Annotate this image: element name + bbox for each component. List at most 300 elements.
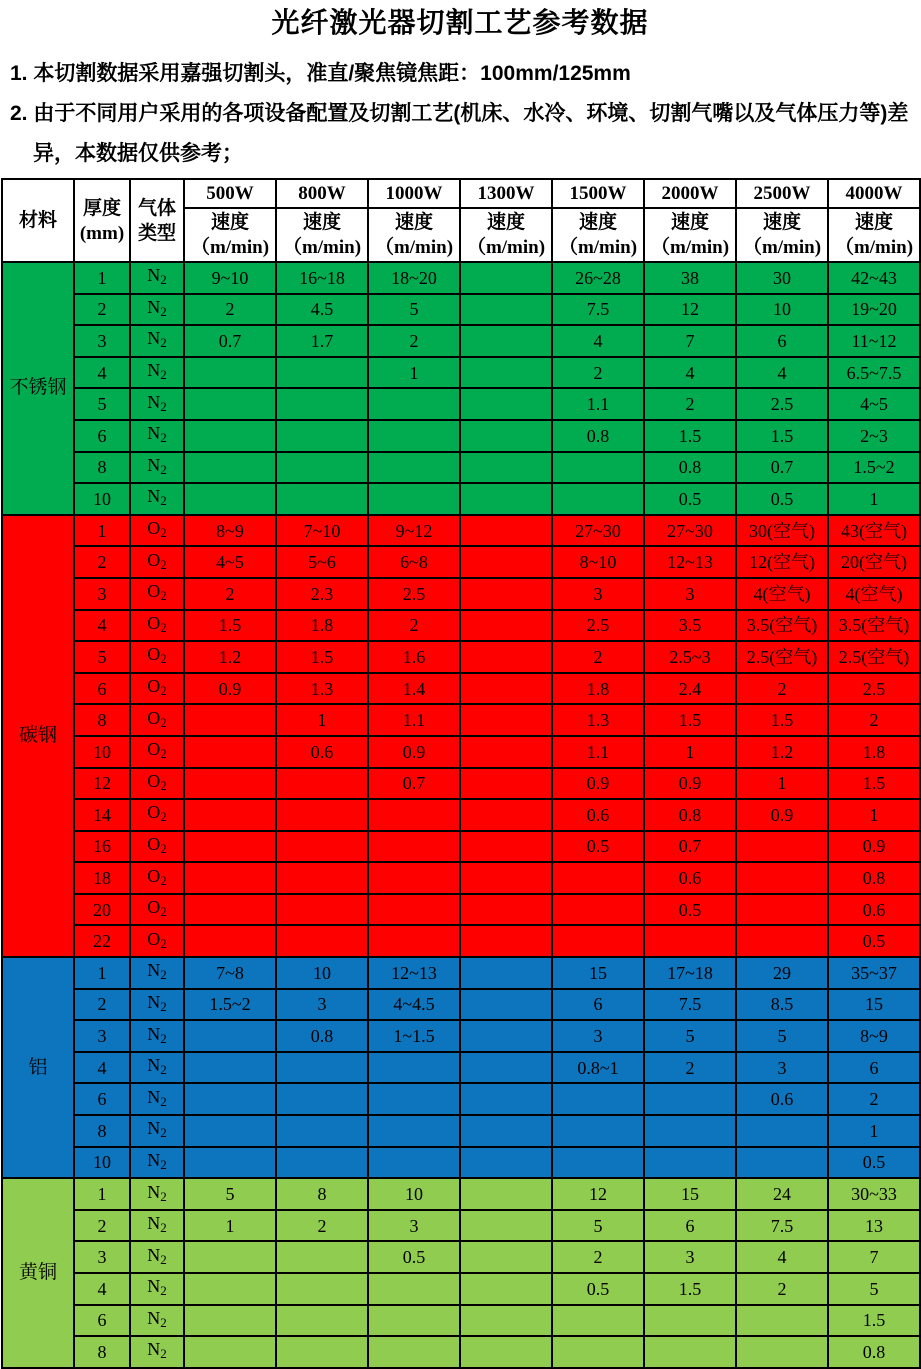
col-header-material: 材料 (2, 179, 74, 262)
speed-cell: 1.2 (184, 641, 276, 673)
gas-subscript: 2 (160, 746, 167, 762)
gas-base: O (147, 549, 161, 570)
speed-cell: 5 (644, 1020, 736, 1052)
speed-cell: 24 (736, 1178, 828, 1210)
table-row (2, 483, 920, 515)
speed-label: 速度 (394, 212, 433, 233)
speed-header-4000W (828, 208, 920, 262)
speed-cell (368, 1052, 460, 1084)
col-header-thickness (74, 179, 130, 262)
thickness-cell: 6 (74, 673, 130, 705)
speed-cell (184, 452, 276, 484)
gas-cell (130, 1178, 184, 1210)
thickness-cell: 10 (74, 1147, 130, 1179)
speed-cell: 13 (828, 1210, 920, 1242)
material-cell: 碳钢 (2, 515, 74, 957)
thickness-cell: 2 (74, 1210, 130, 1242)
speed-cell: 2.3 (276, 578, 368, 610)
gas-cell (130, 989, 184, 1021)
speed-cell (184, 768, 276, 800)
speed-cell: 12~13 (644, 546, 736, 578)
speed-cell: 8~10 (552, 546, 644, 578)
gas-base: O (147, 518, 161, 539)
speed-cell: 1 (736, 768, 828, 800)
speed-cell (276, 483, 368, 515)
gas-subscript: 2 (160, 904, 167, 920)
table-row (2, 704, 920, 736)
speed-cell (460, 831, 552, 863)
table-row (2, 610, 920, 642)
speed-cell: 2 (276, 1210, 368, 1242)
speed-cell (184, 420, 276, 452)
speed-cell: 6~8 (368, 546, 460, 578)
speed-cell: 11~12 (828, 325, 920, 357)
gas-subscript: 2 (160, 335, 167, 351)
speed-cell: 0.5 (828, 1147, 920, 1179)
thickness-cell: 2 (74, 294, 130, 326)
speed-cell (460, 1020, 552, 1052)
table-row (2, 1305, 920, 1337)
gas-base: N (147, 423, 161, 444)
gas-label-line1: 气体 (137, 197, 176, 219)
table-row (2, 1052, 920, 1084)
speed-cell (276, 862, 368, 894)
table-row (2, 1336, 920, 1368)
table-row (2, 831, 920, 863)
speed-cell: 1 (276, 704, 368, 736)
table-row (2, 925, 920, 957)
speed-cell: 27~30 (644, 515, 736, 547)
speed-cell: 5 (368, 294, 460, 326)
speed-cell (368, 1305, 460, 1337)
speed-cell (736, 862, 828, 894)
speed-cell (460, 1083, 552, 1115)
speed-cell: 12~13 (368, 957, 460, 989)
speed-cell (368, 388, 460, 420)
gas-subscript: 2 (160, 1283, 167, 1299)
table-row (2, 894, 920, 926)
speed-cell: 26~28 (552, 262, 644, 294)
speed-cell: 4(空气) (828, 578, 920, 610)
speed-cell (368, 831, 460, 863)
gas-subscript: 2 (160, 1251, 167, 1267)
speed-cell: 1 (828, 483, 920, 515)
speed-unit: （m/min) (190, 237, 270, 258)
speed-cell: 4 (736, 1241, 828, 1273)
speed-cell (460, 546, 552, 578)
speed-cell: 10 (368, 1178, 460, 1210)
speed-cell: 27~30 (552, 515, 644, 547)
gas-subscript: 2 (160, 430, 167, 446)
speed-cell: 0.6 (736, 1083, 828, 1115)
gas-subscript: 2 (160, 367, 167, 383)
speed-cell (552, 925, 644, 957)
gas-base: N (147, 296, 161, 317)
gas-cell (130, 957, 184, 989)
speed-cell (552, 1115, 644, 1147)
speed-header-2500W (736, 208, 828, 262)
speed-cell: 1.1 (368, 704, 460, 736)
speed-cell: 2.5(空气) (736, 641, 828, 673)
gas-base: N (147, 391, 161, 412)
speed-cell: 3.5 (644, 610, 736, 642)
speed-cell: 29 (736, 957, 828, 989)
thickness-cell: 1 (74, 1178, 130, 1210)
thickness-cell: 10 (74, 483, 130, 515)
speed-cell: 0.9 (736, 799, 828, 831)
speed-cell (368, 1147, 460, 1179)
thickness-cell: 4 (74, 357, 130, 389)
gas-subscript: 2 (160, 556, 167, 572)
power-header-1500W: 1500W (552, 179, 644, 208)
table-header (2, 179, 920, 262)
gas-subscript: 2 (160, 840, 167, 856)
speed-cell (460, 578, 552, 610)
speed-cell: 4 (736, 357, 828, 389)
speed-cell: 1 (184, 1210, 276, 1242)
speed-cell: 5 (552, 1210, 644, 1242)
gas-subscript: 2 (160, 683, 167, 699)
speed-label: 速度 (302, 212, 341, 233)
gas-subscript: 2 (160, 935, 167, 951)
thickness-cell: 3 (74, 1241, 130, 1273)
speed-cell (460, 894, 552, 926)
thickness-cell: 2 (74, 989, 130, 1021)
speed-cell: 1 (644, 736, 736, 768)
gas-base: N (147, 1244, 161, 1265)
speed-cell (368, 799, 460, 831)
gas-base: N (147, 1213, 161, 1234)
speed-cell: 2 (644, 388, 736, 420)
speed-cell: 0.6 (552, 799, 644, 831)
gas-base: N (147, 1149, 161, 1170)
speed-cell (460, 388, 552, 420)
gas-base: O (147, 802, 161, 823)
thickness-cell: 18 (74, 862, 130, 894)
speed-cell (184, 799, 276, 831)
speed-cell: 1 (368, 357, 460, 389)
gas-subscript: 2 (160, 1346, 167, 1362)
speed-cell (460, 1115, 552, 1147)
speed-cell: 1.5 (644, 704, 736, 736)
speed-cell: 1 (828, 1115, 920, 1147)
gas-cell (130, 925, 184, 957)
gas-base: N (147, 1086, 161, 1107)
speed-unit: （m/min) (742, 237, 822, 258)
speed-cell: 19~20 (828, 294, 920, 326)
table-row (2, 420, 920, 452)
speed-unit: （m/min) (650, 237, 730, 258)
speed-cell (644, 1336, 736, 1368)
note-cutting-head: 1. 本切割数据采用嘉强切割头，准直/聚焦镜焦距：100mm/125mm (10, 62, 631, 85)
speed-cell: 6 (828, 1052, 920, 1084)
speed-cell (184, 483, 276, 515)
gas-cell (130, 1083, 184, 1115)
speed-cell (368, 925, 460, 957)
speed-cell: 0.8 (552, 420, 644, 452)
thickness-cell: 1 (74, 957, 130, 989)
gas-cell (130, 357, 184, 389)
speed-cell (184, 1052, 276, 1084)
gas-subscript: 2 (160, 998, 167, 1014)
speed-cell: 2.4 (644, 673, 736, 705)
speed-cell: 1.2 (736, 736, 828, 768)
speed-cell (460, 515, 552, 547)
speed-cell: 30~33 (828, 1178, 920, 1210)
speed-cell: 1.5~2 (828, 452, 920, 484)
power-header-1000W: 1000W (368, 179, 460, 208)
gas-cell (130, 736, 184, 768)
speed-cell (552, 1305, 644, 1337)
gas-cell (130, 1210, 184, 1242)
speed-cell: 1.5 (736, 704, 828, 736)
gas-cell (130, 894, 184, 926)
speed-cell (184, 1336, 276, 1368)
thickness-cell: 5 (74, 641, 130, 673)
speed-cell: 3 (644, 1241, 736, 1273)
thickness-cell: 8 (74, 1115, 130, 1147)
speed-cell: 1.5 (644, 420, 736, 452)
gas-cell (130, 1305, 184, 1337)
speed-cell (276, 420, 368, 452)
speed-cell (460, 1210, 552, 1242)
gas-subscript: 2 (160, 619, 167, 635)
speed-cell (460, 1273, 552, 1305)
table-row (2, 515, 920, 547)
speed-cell (460, 736, 552, 768)
speed-cell: 6 (644, 1210, 736, 1242)
speed-cell: 0.5 (736, 483, 828, 515)
speed-cell: 3.5(空气) (736, 610, 828, 642)
speed-cell (460, 641, 552, 673)
speed-cell (368, 483, 460, 515)
speed-cell: 0.5 (552, 1273, 644, 1305)
thickness-cell: 5 (74, 388, 130, 420)
speed-cell (460, 420, 552, 452)
speed-cell (184, 894, 276, 926)
speed-cell: 6 (552, 989, 644, 1021)
speed-cell: 1.5 (644, 1273, 736, 1305)
speed-cell (552, 1147, 644, 1179)
speed-cell: 0.7 (368, 768, 460, 800)
speed-cell: 7 (828, 1241, 920, 1273)
table-row (2, 641, 920, 673)
speed-cell (276, 1305, 368, 1337)
gas-subscript: 2 (160, 1188, 167, 1204)
gas-base: N (147, 1118, 161, 1139)
speed-cell: 12(空气) (736, 546, 828, 578)
gas-cell (130, 1336, 184, 1368)
speed-cell (552, 894, 644, 926)
power-header-500W: 500W (184, 179, 276, 208)
gas-cell (130, 862, 184, 894)
gas-subscript: 2 (160, 651, 167, 667)
speed-cell (276, 452, 368, 484)
speed-cell (460, 673, 552, 705)
gas-subscript: 2 (160, 872, 167, 888)
speed-cell: 6 (736, 325, 828, 357)
gas-cell (130, 262, 184, 294)
gas-subscript: 2 (160, 1156, 167, 1172)
material-cell: 黄铜 (2, 1178, 74, 1368)
speed-cell: 8~9 (828, 1020, 920, 1052)
speed-cell: 7 (644, 325, 736, 357)
table-row (2, 1147, 920, 1179)
speed-label: 速度 (486, 212, 525, 233)
speed-label: 速度 (578, 212, 617, 233)
gas-cell (130, 1115, 184, 1147)
laser-cutting-table (1, 178, 921, 1369)
power-header-800W: 800W (276, 179, 368, 208)
speed-cell: 7.5 (644, 989, 736, 1021)
speed-cell (736, 1336, 828, 1368)
speed-cell: 1.8 (828, 736, 920, 768)
gas-base: N (147, 265, 161, 286)
thickness-cell: 3 (74, 1020, 130, 1052)
speed-unit: （m/min) (282, 237, 362, 258)
speed-cell (460, 799, 552, 831)
speed-cell: 10 (736, 294, 828, 326)
speed-cell (276, 1052, 368, 1084)
gas-cell (130, 610, 184, 642)
speed-cell: 18~20 (368, 262, 460, 294)
speed-cell (368, 452, 460, 484)
thickness-cell: 1 (74, 515, 130, 547)
table-row (2, 1178, 920, 1210)
speed-cell: 8 (276, 1178, 368, 1210)
thickness-cell: 8 (74, 452, 130, 484)
gas-subscript: 2 (160, 461, 167, 477)
speed-cell: 2.5 (736, 388, 828, 420)
speed-cell (460, 294, 552, 326)
speed-cell: 0.5 (368, 1241, 460, 1273)
speed-cell: 2.5 (368, 578, 460, 610)
speed-cell (276, 799, 368, 831)
col-header-gas (130, 179, 184, 262)
speed-cell: 7.5 (552, 294, 644, 326)
speed-cell: 7.5 (736, 1210, 828, 1242)
gas-base: O (147, 644, 161, 665)
thickness-unit: (mm) (79, 222, 125, 244)
gas-base: N (147, 1276, 161, 1297)
speed-cell: 0.9 (552, 768, 644, 800)
gas-cell (130, 420, 184, 452)
speed-cell: 0.7 (736, 452, 828, 484)
speed-cell: 2 (552, 1241, 644, 1273)
gas-cell (130, 483, 184, 515)
speed-cell (276, 1147, 368, 1179)
speed-cell: 20(空气) (828, 546, 920, 578)
speed-cell (736, 894, 828, 926)
gas-subscript: 2 (160, 809, 167, 825)
speed-cell (460, 1336, 552, 1368)
power-header-2500W: 2500W (736, 179, 828, 208)
speed-cell (460, 357, 552, 389)
table-row (2, 1210, 920, 1242)
table-row (2, 325, 920, 357)
gas-base: O (147, 833, 161, 854)
speed-cell (460, 862, 552, 894)
speed-cell (460, 483, 552, 515)
thickness-cell: 4 (74, 1273, 130, 1305)
gas-cell (130, 768, 184, 800)
speed-cell: 1.5 (736, 420, 828, 452)
speed-cell: 35~37 (828, 957, 920, 989)
gas-base: O (147, 739, 161, 760)
page-title: 光纤激光器切割工艺参考数据 (271, 7, 649, 38)
speed-cell (184, 736, 276, 768)
thickness-cell: 6 (74, 1083, 130, 1115)
table-row (2, 957, 920, 989)
gas-subscript: 2 (160, 303, 167, 319)
speed-cell (460, 989, 552, 1021)
speed-cell (276, 831, 368, 863)
speed-cell (644, 1115, 736, 1147)
speed-cell (184, 1020, 276, 1052)
speed-unit: （m/min) (374, 237, 454, 258)
table-row (2, 357, 920, 389)
speed-cell: 1.5 (828, 1305, 920, 1337)
thickness-cell: 1 (74, 262, 130, 294)
speed-cell (276, 925, 368, 957)
notes (10, 54, 912, 174)
speed-cell: 0.5 (644, 894, 736, 926)
table-row (2, 1083, 920, 1115)
table-row (2, 294, 920, 326)
speed-cell: 1.1 (552, 736, 644, 768)
speed-cell: 2 (184, 578, 276, 610)
speed-cell: 4~5 (184, 546, 276, 578)
gas-subscript: 2 (160, 1030, 167, 1046)
thickness-cell: 2 (74, 546, 130, 578)
speed-cell: 0.7 (644, 831, 736, 863)
gas-base: O (147, 928, 161, 949)
speed-cell: 42~43 (828, 262, 920, 294)
speed-cell: 6.5~7.5 (828, 357, 920, 389)
speed-cell: 1.3 (552, 704, 644, 736)
gas-subscript: 2 (160, 714, 167, 730)
speed-cell: 30 (736, 262, 828, 294)
speed-cell (644, 1083, 736, 1115)
power-header-1300W: 1300W (460, 179, 552, 208)
speed-cell (276, 1336, 368, 1368)
gas-base: N (147, 1339, 161, 1360)
thickness-cell: 6 (74, 1305, 130, 1337)
gas-cell (130, 831, 184, 863)
speed-cell (460, 1241, 552, 1273)
gas-cell (130, 546, 184, 578)
speed-cell: 2 (552, 641, 644, 673)
speed-cell (552, 862, 644, 894)
speed-cell: 1~1.5 (368, 1020, 460, 1052)
gas-base: N (147, 1181, 161, 1202)
gas-cell (130, 1241, 184, 1273)
speed-cell: 0.8 (828, 1336, 920, 1368)
speed-cell: 4.5 (276, 294, 368, 326)
speed-cell (552, 1336, 644, 1368)
power-header-4000W: 4000W (828, 179, 920, 208)
speed-cell: 2.5~3 (644, 641, 736, 673)
speed-label: 速度 (210, 212, 249, 233)
speed-cell (368, 1336, 460, 1368)
gas-subscript: 2 (160, 525, 167, 541)
speed-cell: 2 (552, 357, 644, 389)
speed-cell (276, 357, 368, 389)
speed-cell: 8.5 (736, 989, 828, 1021)
speed-cell (460, 1052, 552, 1084)
speed-cell: 1.5~2 (184, 989, 276, 1021)
speed-cell: 7~8 (184, 957, 276, 989)
